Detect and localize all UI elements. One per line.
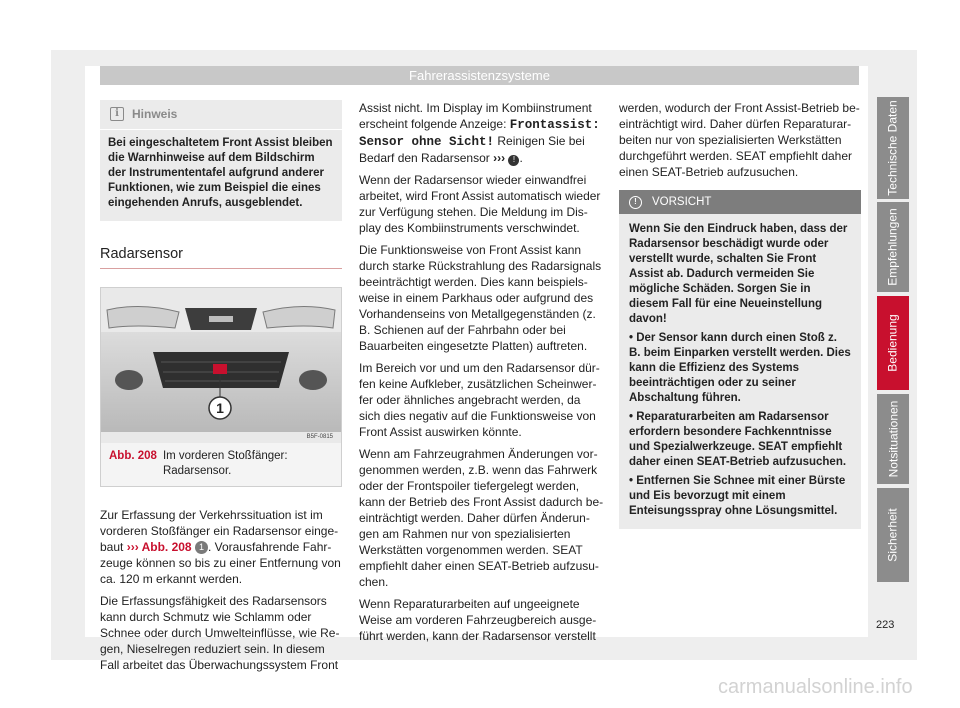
text: Zur Erfassung der Verkehrssituation ist im vorderen Stoßfänger ein Radarsensor eingebaut [100, 508, 339, 554]
caution-header [619, 190, 861, 214]
paragraph: Im Bereich vor und um den Radarsensor dürfen keine Aufkleber, zusätzlichen Scheinwerfer oder ähnliches angebracht werden, da sich dies negativ auf die Funktionsweise von Front Assist auswirken könnte. [359, 361, 600, 439]
section-title: Radarsensor [100, 246, 342, 269]
paragraph: Die Erfassungsfähigkeit des Radarsensors kann durch Schmutz wie Schlamm oder Schnee oder durch Umwelteinflüsse, wie Regen, Nieselregen reduziert sein. In diesem Fall arbeitet das Überwachungssystem Front [100, 594, 340, 672]
bullet-text: Der Sensor kann durch einen Stoß z. B. beim Einparken verstellt werden. Dies kann die Effizienz des Systems beeinträchtigen oder zu seiner Abschaltung führen. [629, 332, 851, 404]
tab-empfehlungen[interactable] [877, 202, 909, 292]
tab-label: Technische Daten [886, 100, 901, 196]
column-3 [619, 100, 861, 529]
tab-notsituationen[interactable] [877, 394, 909, 484]
caution-icon: ! [629, 196, 642, 209]
caution-title: VORSICHT [652, 196, 712, 208]
figure [100, 287, 342, 487]
column-1 [100, 100, 342, 673]
text: . [519, 151, 523, 165]
text: Assist nicht. Im Display im Kombiinstrument erscheint folgende Anzeige: [359, 101, 592, 131]
note-header [100, 105, 342, 130]
caution-bullet: • Reparaturarbeiten am Radarsensor erfordern besondere Fachkenntnisse und Spezialwerkzeuge. SEAT empfiehlt daher einen SEAT-Betrieb aufzusuchen. [629, 411, 847, 468]
car-front-image [101, 288, 341, 443]
note-box [100, 100, 342, 221]
figure-caption-label: Abb. 208 [109, 450, 157, 462]
column-2 [359, 100, 604, 644]
caution-bullet: • Entfernen Sie Schnee mit einer Bürste und Eis bevorzugt mit einem Enteisungsspray ohne Lösungsmittel. [629, 475, 846, 517]
info-icon: i [110, 107, 124, 121]
watermark: carmanualsonline.info [718, 676, 913, 698]
page-header: Fahrerassistenzsysteme [100, 66, 859, 85]
caution-body [619, 214, 861, 529]
figure-code: B5F-0815 [306, 434, 333, 440]
caution-intro: Wenn Sie den Eindruck haben, dass der Radarsensor beschädigt wurde oder verstellt wurde, schalten Sie Front Assist ab. Dadurch vermeiden Sie mögliche Schäden. Sorgen Sie in diesem Fall für eine Neueinstellung davon! [629, 223, 848, 325]
display-message: Frontassist: Sensor ohne Sicht! [359, 118, 600, 149]
paragraph: Wenn der Radarsensor wieder einwandfrei arbeitet, wird Front Assist automatisch wieder zur Verfügung stehen. Die Meldung im Display des Kombiinstruments verschwindet. [359, 173, 601, 235]
tab-label: Bedienung [886, 314, 901, 372]
note-body: Bei eingeschaltetem Front Assist bleiben die Warnhinweise auf dem Bildschirm der Instrumententafel aufgrund anderer Funktionen, wie zum Beispiel die eines eingehenden Anrufs, ausgeblendet. [108, 137, 333, 209]
paragraph [100, 507, 342, 587]
paragraph [359, 100, 604, 166]
paragraph: werden, wodurch der Front Assist-Betrieb beeinträchtigt wird. Daher dürfen Reparaturarbeiten nur von spezialisierten Werkstätten durchgeführt werden. SEAT empfiehlt daher einen SEAT-Betrieb aufzusuchen. [619, 101, 860, 179]
tab-label: Empfehlungen [886, 208, 901, 286]
number-marker: 1 [195, 541, 208, 554]
bullet-text: Reparaturarbeiten am Radarsensor erfordern besondere Fachkenntnisse und Spezialwerkzeuge. SEAT empfiehlt daher einen SEAT-Betrieb aufzusuchen. [629, 411, 847, 468]
tab-bedienung[interactable] [877, 296, 909, 390]
paragraph: Die Funktionsweise von Front Assist kann durch starke Rückstrahlung des Radarsignals beeinträchtigt werden. Dies kann beispielsweise in einem Parkhaus oder aufgrund des Vorhandenseins von Metallgegenständen (z. B. Schienen auf der Fahrbahn oder bei Bauarbeiten eingesetzte Platten) auftreten. [359, 243, 602, 353]
text: . Vorausfahrende Fahrzeuge können so bis zu einer Entfernung von ca. 120 m erkannt werden. [100, 540, 341, 586]
paragraph: Wenn Reparaturarbeiten auf ungeeignete Weise am vorderen Fahrzeugbereich ausgeführt werden, kann der Radarsensor verstellt [359, 597, 597, 643]
caution-box [619, 190, 861, 529]
text: Reinigen Sie bei Bedarf den Radarsensor [359, 134, 585, 165]
warning-reference-link[interactable]: ››› [493, 151, 506, 165]
paragraph: Wenn am Fahrzeugrahmen Änderungen vorgenommen werden, z.B. wenn das Fahrwerk oder der Frontspoiler tiefergelegt werden, kann der Betrieb des Front Assist dadurch beeinträchtigt werden. Daher dürfen Änderungen am Rahmen nur von spezialisierten Werkstätten vorgenommen werden. SEAT empfiehlt daher einen SEAT-Betrieb aufzusuchen. [359, 447, 604, 589]
figure-marker: 1 [216, 400, 224, 416]
tab-label: Notsituationen [886, 400, 900, 478]
caution-bullet: • Der Sensor kann durch einen Stoß z. B. beim Einparken verstellt werden. Dies kann die Effizienz des Systems beeinträchtigen oder zu seiner Abschaltung führen. [629, 332, 851, 404]
bullet-text: Entfernen Sie Schnee mit einer Bürste und Eis bevorzugt mit einem Enteisungsspray ohne Lösungsmittel. [629, 475, 846, 517]
figure-caption-text: Im vorderen Stoßfänger: Radarsensor. [162, 450, 288, 477]
tab-sicherheit[interactable] [877, 488, 909, 582]
warning-icon: ! [508, 155, 519, 166]
figure-reference-link[interactable]: ››› Abb. 208 [126, 540, 192, 554]
note-title: Hinweis [132, 107, 178, 121]
tab-technische-daten[interactable] [877, 97, 909, 199]
figure-caption [101, 443, 341, 486]
tab-label: Sicherheit [886, 508, 900, 562]
page-number: 223 [876, 619, 895, 631]
